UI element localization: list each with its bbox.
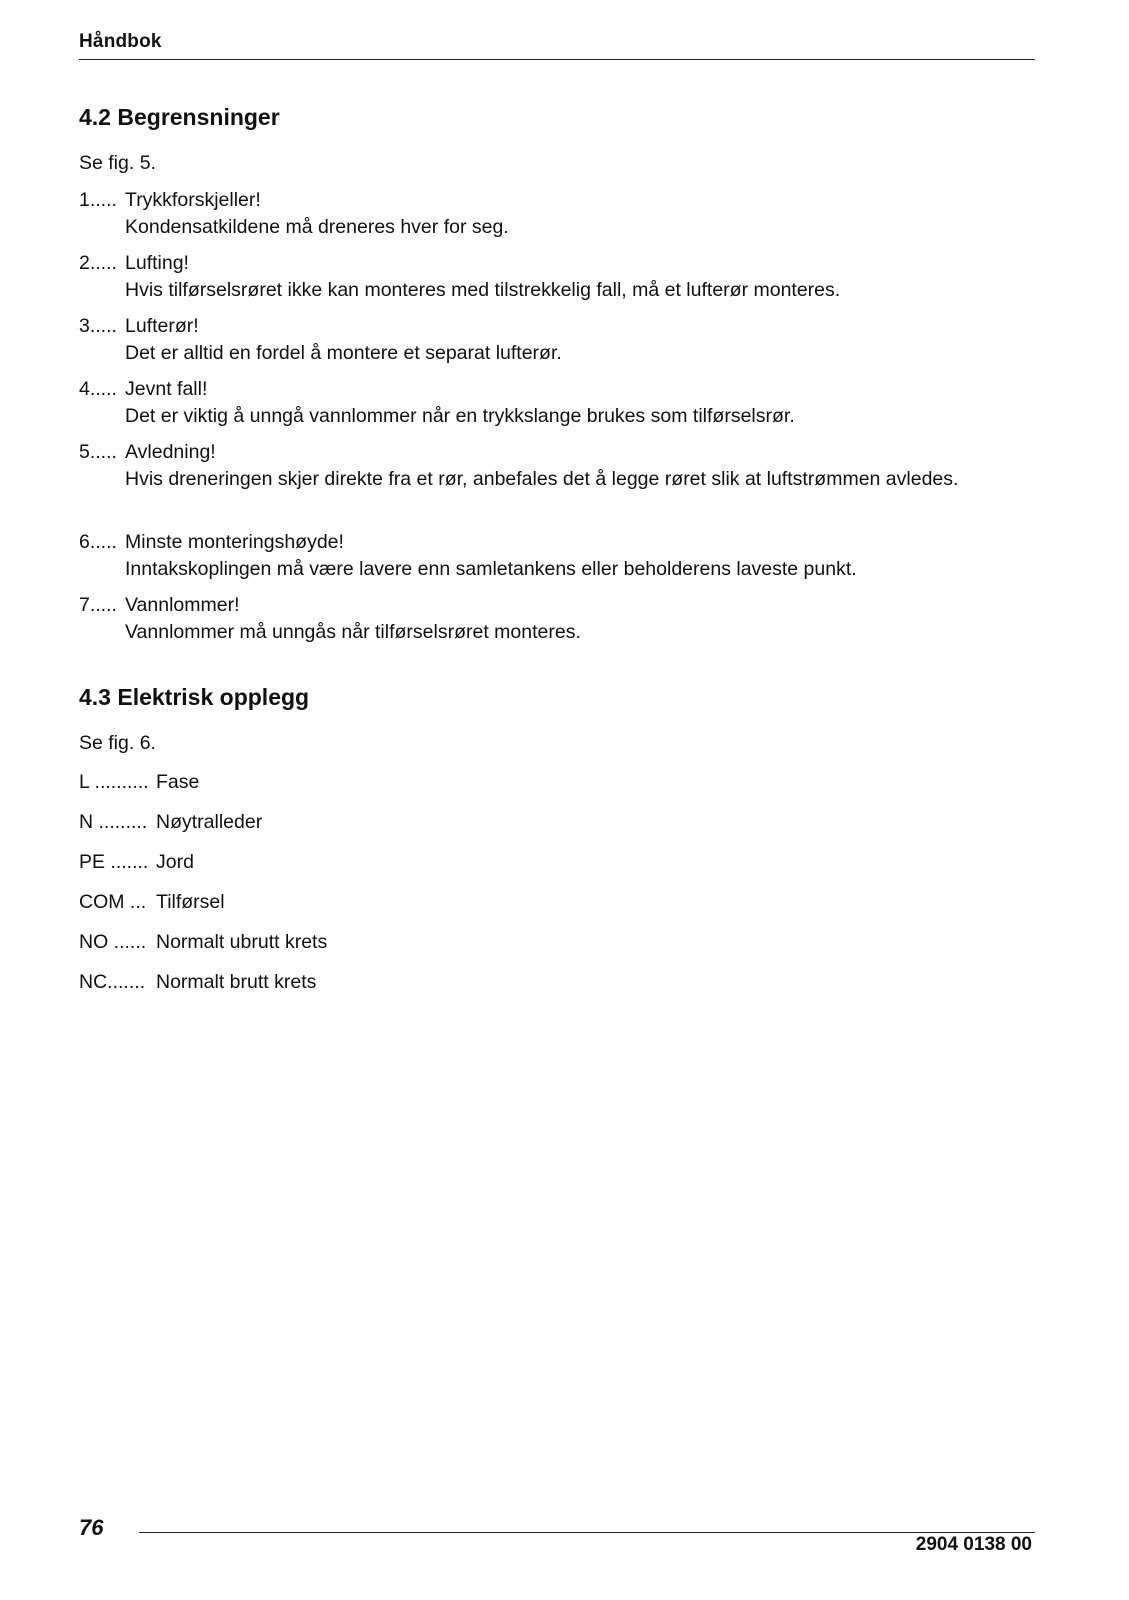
terminal-meaning: Fase xyxy=(156,771,200,793)
list-item-heading: Lufterør! xyxy=(125,315,199,337)
document-code: 2904 0138 00 xyxy=(915,1534,1032,1555)
terminal-code: L .......... xyxy=(79,771,149,793)
list-item-description: Inntakskoplingen må være lavere enn samletankens eller beholderens laveste punkt. xyxy=(125,558,857,580)
terminal-meaning: Normalt ubrutt krets xyxy=(156,931,328,953)
list-item-heading: Lufting! xyxy=(125,252,189,274)
list-item-number: 5..... xyxy=(79,441,117,463)
section-title-begrensninger: 4.2 Begrensninger xyxy=(79,104,280,130)
list-item-number: 4..... xyxy=(79,378,117,400)
section-title-elektrisk-opplegg: 4.3 Elektrisk opplegg xyxy=(79,684,310,710)
terminal-code: PE ....... xyxy=(79,851,149,873)
terminal-code: NC....... xyxy=(79,971,146,993)
list-item-heading: Minste monteringshøyde! xyxy=(125,531,344,553)
list-item-heading: Vannlommer! xyxy=(125,594,240,616)
terminal-meaning: Normalt brutt krets xyxy=(156,971,317,993)
list-item-number: 2..... xyxy=(79,252,117,274)
terminal-meaning: Tilførsel xyxy=(156,891,225,913)
list-item-number: 3..... xyxy=(79,315,117,337)
see-figure-6: Se fig. 6. xyxy=(79,732,156,754)
page-number: 76 xyxy=(79,1515,104,1540)
list-item-heading: Avledning! xyxy=(125,441,216,463)
list-item-description: Det er alltid en fordel å montere et separat lufterør. xyxy=(125,342,562,364)
list-item-heading: Trykkforskjeller! xyxy=(125,189,261,211)
see-figure-5: Se fig. 5. xyxy=(79,152,156,174)
terminal-meaning: Nøytralleder xyxy=(156,811,263,833)
running-header: Håndbok xyxy=(79,31,162,52)
list-item-description: Vannlommer må unngås når tilførselsrøret monteres. xyxy=(125,621,581,643)
terminal-meaning: Jord xyxy=(156,851,194,873)
list-item-description: Hvis dreneringen skjer direkte fra et rør, anbefales det å legge røret slik at luftstrømmen avledes. xyxy=(125,468,959,490)
header-divider xyxy=(79,59,1035,60)
list-item-number: 7..... xyxy=(79,594,117,616)
list-item-description: Hvis tilførselsrøret ikke kan monteres med tilstrekkelig fall, må et lufterør monteres. xyxy=(125,279,841,301)
list-item-number: 1..... xyxy=(79,189,117,211)
list-item-number: 6..... xyxy=(79,531,117,553)
terminal-code: COM ... xyxy=(79,891,147,913)
terminal-code: N ......... xyxy=(79,811,148,833)
list-item-description: Kondensatkildene må dreneres hver for seg. xyxy=(125,216,509,238)
list-item-description: Det er viktig å unngå vannlommer når en trykkslange brukes som tilførselsrør. xyxy=(125,405,795,427)
list-item-heading: Jevnt fall! xyxy=(125,378,208,400)
footer-divider xyxy=(139,1532,1035,1533)
terminal-code: NO ...... xyxy=(79,931,147,953)
